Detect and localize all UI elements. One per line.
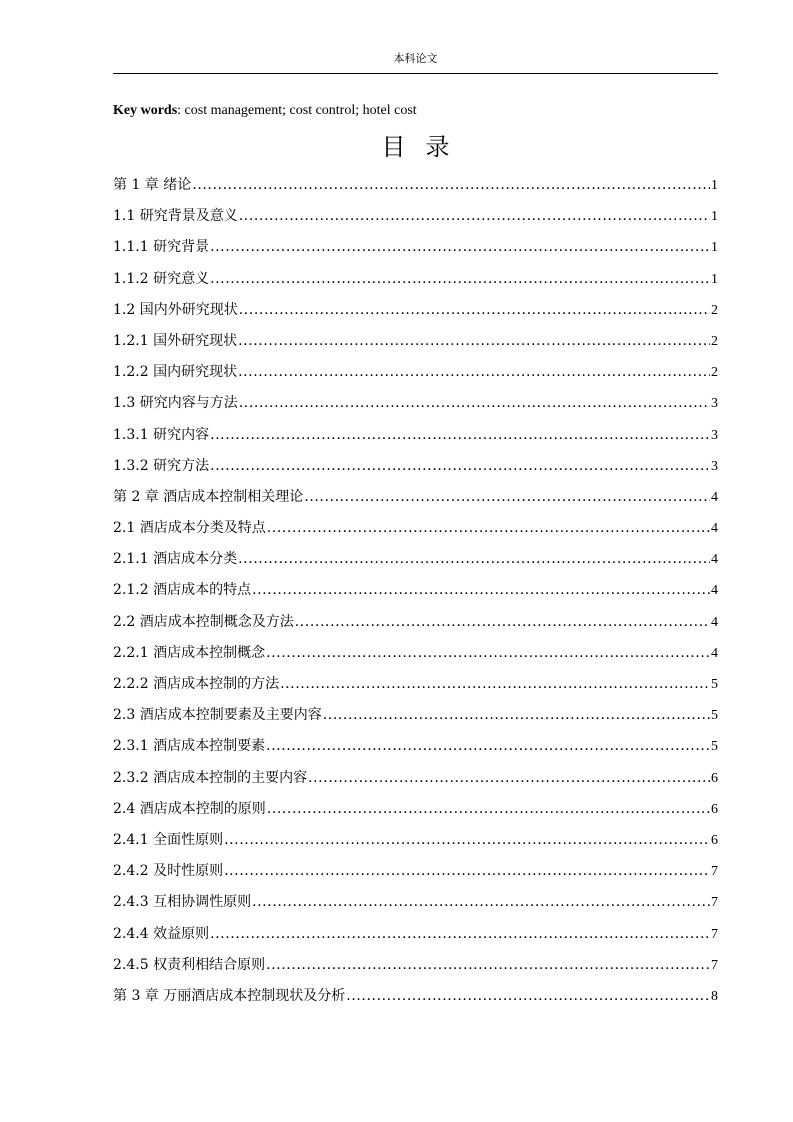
toc-entry-page: 4	[711, 614, 718, 630]
toc-title: 目录	[381, 133, 470, 161]
toc-dot-leader	[210, 421, 710, 449]
toc-entry[interactable]	[113, 795, 718, 826]
toc-dot-leader	[238, 358, 710, 386]
toc-entry-page: 5	[711, 677, 718, 692]
toc-entry-title: 第 2 章 酒店成本控制相关理论	[113, 488, 304, 505]
header-rule	[113, 73, 718, 74]
toc-entry-page: 1	[711, 209, 718, 225]
toc-entry-title: 1.3.1 研究内容	[113, 426, 210, 443]
toc-entry[interactable]	[113, 732, 718, 763]
toc-dot-leader	[266, 951, 710, 979]
toc-entry[interactable]	[113, 421, 718, 452]
toc-dot-leader	[224, 857, 710, 885]
toc-entry-page: 6	[711, 801, 718, 817]
toc-entry-page: 1	[711, 240, 718, 256]
toc-entry-title: 第 3 章 万丽酒店成本控制现状及分析	[113, 987, 346, 1004]
toc-entry-page: 4	[711, 489, 718, 505]
toc-dot-leader	[267, 514, 710, 542]
toc-entry-title: 1.1.1 研究背景	[113, 239, 210, 256]
toc-entry-page: 1	[711, 178, 718, 193]
toc-entry[interactable]	[113, 920, 718, 951]
toc-entry-title: 1.2.2 国内研究现状	[113, 364, 238, 381]
toc-entry-page: 7	[711, 864, 718, 880]
toc-dot-leader	[210, 452, 710, 480]
toc-entry-page: 5	[711, 708, 718, 724]
toc-dot-leader	[210, 920, 710, 948]
toc-entry-title: 2.3.1 酒店成本控制要素	[113, 738, 266, 755]
toc-dot-leader	[192, 171, 710, 199]
toc-entry-title: 1.2 国内外研究现状	[113, 301, 238, 318]
toc-entry-page: 6	[711, 832, 718, 848]
toc-dot-leader	[252, 576, 710, 604]
toc-entry-page: 4	[711, 583, 718, 599]
toc-entry-page: 7	[711, 895, 718, 911]
toc-entry[interactable]	[113, 483, 718, 514]
keywords-text: : cost management; cost control; hotel cost	[177, 103, 417, 118]
toc-entry-title: 2.4.2 及时性原则	[113, 863, 224, 880]
toc-entry-title: 第 1 章 绪论	[113, 177, 192, 193]
toc-entry-title: 2.1.2 酒店成本的特点	[113, 582, 252, 599]
toc-dot-leader	[210, 265, 710, 293]
toc-entry-page: 4	[711, 521, 718, 537]
toc-entry[interactable]	[113, 857, 718, 888]
toc-entry-page: 4	[711, 552, 718, 568]
toc-entry[interactable]	[113, 545, 718, 576]
toc-entry[interactable]	[113, 202, 718, 233]
toc-entry[interactable]	[113, 951, 718, 982]
toc-entry-title: 2.4.5 权责利相结合原则	[113, 956, 266, 973]
toc-entry-page: 1	[711, 271, 718, 287]
toc-entry-title: 1.3.2 研究方法	[113, 457, 210, 474]
toc-entry-title: 2.4.3 互相协调性原则	[113, 894, 252, 911]
toc-entry-title: 1.1 研究背景及意义	[113, 208, 238, 225]
toc-entry[interactable]	[113, 171, 718, 202]
toc-entry-title: 1.2.1 国外研究现状	[113, 332, 238, 349]
toc-entry-title: 2.4.1 全面性原则	[113, 831, 224, 848]
toc-dot-leader	[238, 545, 710, 573]
toc-entry[interactable]	[113, 296, 718, 327]
keywords-label: Key words	[113, 103, 178, 118]
toc-dot-leader	[239, 202, 710, 230]
toc-entry-page: 7	[711, 957, 718, 973]
toc-dot-leader	[295, 608, 710, 636]
toc-entry[interactable]	[113, 452, 718, 483]
toc-entry[interactable]	[113, 358, 718, 389]
toc-entry[interactable]	[113, 888, 718, 919]
toc-entry-title: 2.3.2 酒店成本控制的主要内容	[113, 769, 308, 786]
toc-entry-title: 2.4 酒店成本控制的原则	[113, 800, 266, 817]
toc-entry-page: 5	[711, 739, 718, 755]
toc-dot-leader	[280, 670, 710, 698]
toc-dot-leader	[323, 701, 710, 729]
toc-entry-title: 2.4.4 效益原则	[113, 925, 210, 942]
toc-entry-page: 2	[711, 365, 718, 381]
toc-dot-leader	[252, 888, 710, 916]
toc-dot-leader	[346, 982, 710, 1010]
toc-entry-page: 4	[711, 645, 718, 661]
toc-dot-leader	[238, 327, 710, 355]
toc-entry-title: 2.2.1 酒店成本控制概念	[113, 644, 266, 661]
toc-entry[interactable]	[113, 764, 718, 795]
toc-entry[interactable]	[113, 233, 718, 264]
toc-dot-leader	[266, 639, 710, 667]
toc-entry-page: 3	[711, 427, 718, 443]
toc-entry[interactable]	[113, 514, 718, 545]
toc-dot-leader	[239, 389, 710, 417]
toc-entry-title: 1.3 研究内容与方法	[113, 395, 238, 412]
toc-dot-leader	[304, 483, 710, 511]
toc-dot-leader	[266, 732, 710, 760]
toc-entry-title: 2.2.2 酒店成本控制的方法	[113, 676, 280, 692]
toc-entry-page: 3	[711, 458, 718, 474]
toc-dot-leader	[224, 826, 710, 854]
toc-entry[interactable]	[113, 982, 718, 1013]
toc-entry[interactable]	[113, 826, 718, 857]
toc-entry[interactable]	[113, 608, 718, 639]
toc-entry[interactable]	[113, 389, 718, 420]
toc-entry-page: 6	[711, 770, 718, 786]
toc-entry-page: 2	[711, 302, 718, 318]
page-header: 本科论文	[393, 52, 438, 65]
toc-dot-leader	[210, 233, 710, 261]
toc-entry-title: 2.3 酒店成本控制要素及主要内容	[113, 707, 322, 724]
toc-entry-title: 2.1 酒店成本分类及特点	[113, 520, 266, 537]
toc-entry[interactable]	[113, 327, 718, 358]
toc-entry-title: 2.2 酒店成本控制概念及方法	[113, 613, 294, 630]
toc-entry-title: 1.1.2 研究意义	[113, 270, 210, 287]
toc-dot-leader	[267, 795, 710, 823]
toc-dot-leader	[308, 764, 710, 792]
toc-entry-page: 3	[711, 396, 718, 412]
toc-entry[interactable]	[113, 639, 718, 670]
keywords-line	[113, 101, 718, 121]
toc-entry-title: 2.1.1 酒店成本分类	[113, 551, 238, 568]
toc-entry-page: 7	[711, 926, 718, 942]
toc-entry[interactable]	[113, 670, 718, 701]
toc-entry[interactable]	[113, 265, 718, 296]
toc-entry-page: 2	[711, 333, 718, 349]
toc-entry[interactable]	[113, 701, 718, 732]
toc-entry-page: 8	[711, 988, 718, 1004]
toc-entry[interactable]	[113, 576, 718, 607]
toc-dot-leader	[239, 296, 710, 324]
table-of-contents	[113, 171, 718, 1013]
